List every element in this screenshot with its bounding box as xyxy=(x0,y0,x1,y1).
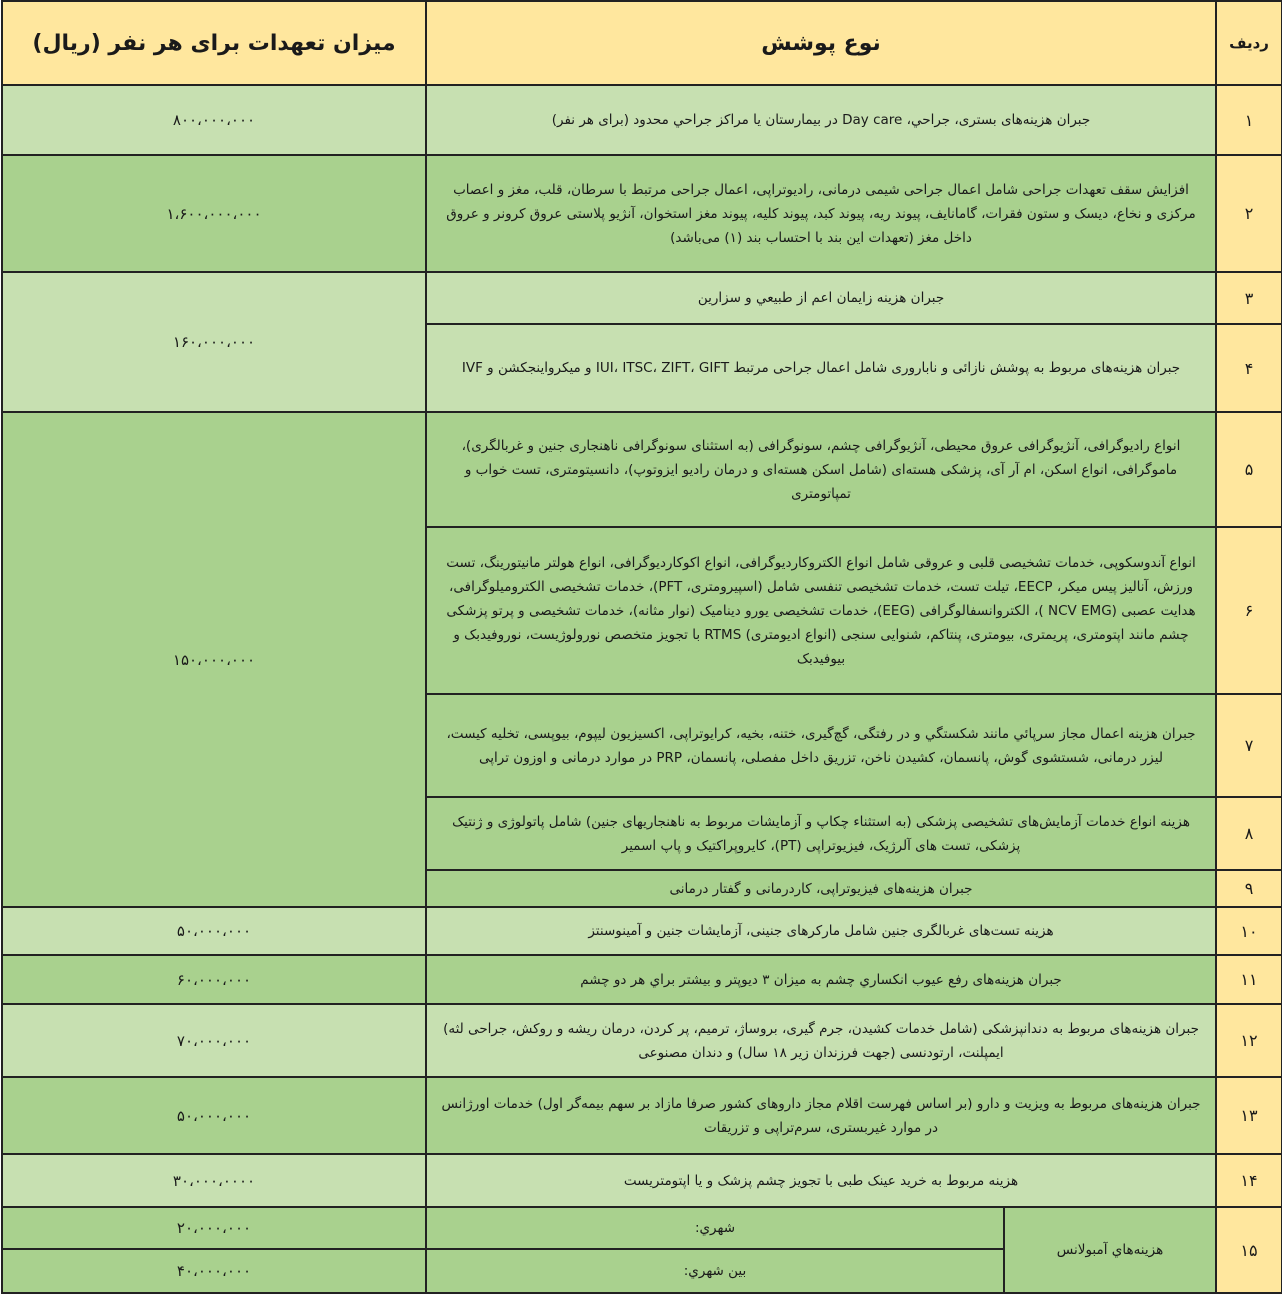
coverage-description: افزایش سقف تعهدات جراحی شامل اعمال جراحی شیمی درمانی، رادیوتراپی، اعمال جراحی مرتبط با سرطان، قلب، مغز و اعصاب مرکزی و نخاع، دیسک و ستون فقرات، گامانایف، پیوند ریه، پیوند کبد، پیوند کلیه، پیوند مغز استخوان، آنژیو پلاستی عروق کرونر و عروق داخل مغز (تعهدات این بند با احتساب بند (۱) می‌باشد) xyxy=(426,155,1216,272)
row-number: ۱ xyxy=(1216,85,1282,155)
ambulance-intercity-amount: ۴۰،۰۰۰،۰۰۰ xyxy=(2,1249,426,1293)
row-number: ۱۲ xyxy=(1216,1004,1282,1077)
table-row xyxy=(2,85,1282,155)
coverage-description: جبران هزینه‌های مربوط به دندانپزشکی (شامل خدمات کشیدن، جرم گیری، بروساژ، ترمیم، پر کردن، درمان ریشه و روکش، جراحی لثه) ایمپلنت، ارتودنسی (جهت فرزندان زیر ۱۸ سال) و دندان مصنوعی xyxy=(426,1004,1216,1077)
ambulance-urban-amount: ۲۰،۰۰۰،۰۰۰ xyxy=(2,1207,426,1249)
coverage-table xyxy=(1,0,1282,1294)
coverage-amount: ۳۰،۰۰۰،۰۰۰۰ xyxy=(2,1154,426,1207)
table-row xyxy=(2,272,1282,324)
table-row xyxy=(2,1004,1282,1077)
ambulance-urban-label: شهري: xyxy=(426,1207,1004,1249)
coverage-amount: ۷۰،۰۰۰،۰۰۰ xyxy=(2,1004,426,1077)
coverage-amount: ۱،۶۰۰،۰۰۰،۰۰۰ xyxy=(2,155,426,272)
coverage-amount: ۸۰۰،۰۰۰،۰۰۰ xyxy=(2,85,426,155)
coverage-description: جبران هزینه‌های رفع عیوب انکساري چشم به میزان ۳ دیوپتر و بیشتر براي هر دو چشم xyxy=(426,955,1216,1004)
row-number: ۹ xyxy=(1216,870,1282,907)
coverage-amount: ۶۰،۰۰۰،۰۰۰ xyxy=(2,955,426,1004)
header-row xyxy=(2,1,1282,85)
header-row-number: ردیف xyxy=(1216,1,1282,85)
table-row xyxy=(2,155,1282,272)
row-number: ۵ xyxy=(1216,412,1282,527)
row-number: ۱۰ xyxy=(1216,907,1282,955)
coverage-description: جبران هزینه اعمال مجاز سرپائي مانند شکستگي و در رفتگی، گچ‌گیری، ختنه، بخیه، کرایوتراپی، اکسیزیون لیپوم، بیوپسی، تخلیه کیست، لیزر درمانی، شستشوی گوش، پانسمان، کشیدن ناخن، تزریق داخل مفصلی، پانسمان، PRP در موارد درمانی و اوزون تراپی xyxy=(426,694,1216,797)
table-row xyxy=(2,1077,1282,1154)
coverage-description: جبران هزینه زایمان اعم از طبیعي و سزارین xyxy=(426,272,1216,324)
table-row xyxy=(2,1154,1282,1207)
table-row xyxy=(2,1207,1282,1249)
coverage-description: جبران هزینه‌های فیزیوتراپی، کاردرمانی و گفتار درمانی xyxy=(426,870,1216,907)
group-amount-5-9: ۱۵۰،۰۰۰،۰۰۰ xyxy=(2,412,426,907)
table-row xyxy=(2,907,1282,955)
group-amount-3-4: ۱۶۰،۰۰۰،۰۰۰ xyxy=(2,272,426,412)
row-number: ۲ xyxy=(1216,155,1282,272)
row-number: ۱۴ xyxy=(1216,1154,1282,1207)
coverage-description: جبران هزینه‌های بستری، جراحي، Day care در بیمارستان یا مراکز جراحي محدود (برای هر نفر) xyxy=(426,85,1216,155)
coverage-description: هزینه‌هاي آمبولانس xyxy=(1004,1207,1216,1293)
row-number: ۷ xyxy=(1216,694,1282,797)
header-coverage-type: نوع پوشش xyxy=(426,1,1216,85)
coverage-description: هزینه تست‌های غربالگری جنین شامل مارکرهای جنینی، آزمایشات جنین و آمینوسنتز xyxy=(426,907,1216,955)
header-amount: میزان تعهدات برای هر نفر (ریال) xyxy=(2,1,426,85)
row-number: ۶ xyxy=(1216,527,1282,694)
coverage-description: هزینه انواع خدمات آزمایش‌های تشخیصی پزشکی (به استثناء چکاپ و آزمایشات مربوط به ناهنجاريهای جنین) شامل پاتولوژی و ژنتیک پزشکی، تست های آلرژیک، فیزیوتراپی (PT)، کایروپراکتیک و پاپ اسمیر xyxy=(426,797,1216,870)
coverage-description: جبران هزینه‌های مربوط به پوشش نازائی و ناباروری شامل اعمال جراحی مرتبط IUI، ITSC، ZIFT، GIFT و میکرواینجکشن و IVF xyxy=(426,324,1216,412)
coverage-description: انواع آندوسکوپی، خدمات تشخیصی قلبی و عروقی شامل انواع الکتروکاردیوگرافی، انواع اکوکاردیوگرافی، انواع هولتر مانیتورینگ، تست ورزش، آنالیز پیس میکر، EECP، تیلت تست، خدمات تشخیصی تنفسی شامل (اسپیرومتری، PFT)، خدمات تشخیصی الکترومیلوگرافی، هدایت عصبی (NCV EMG )، الکتروانسفالوگرافی (EEG)، خدمات تشخیصی یورو دینامیک (نوار مثانه)، خدمات تشخیصی و پرتو پزشکی چشم مانند اپتومتری، پریمتری، بیومتری، پنتاکم، شنوایی سنجی (انواع ادیومتری) RTMS با تجویز متخصص نورولوژیست، نوروفیدبک و بیوفیدبک xyxy=(426,527,1216,694)
row-number: ۴ xyxy=(1216,324,1282,412)
row-number: ۳ xyxy=(1216,272,1282,324)
coverage-amount: ۵۰،۰۰۰،۰۰۰ xyxy=(2,907,426,955)
row-number: ۱۵ xyxy=(1216,1207,1282,1293)
coverage-description: هزینه مربوط به خرید عینک طبی با تجویز چشم پزشک و یا اپتومتریست xyxy=(426,1154,1216,1207)
row-number: ۱۱ xyxy=(1216,955,1282,1004)
coverage-amount: ۵۰،۰۰۰،۰۰۰ xyxy=(2,1077,426,1154)
table-row xyxy=(2,955,1282,1004)
row-number: ۸ xyxy=(1216,797,1282,870)
row-number: ۱۳ xyxy=(1216,1077,1282,1154)
coverage-description: جبران هزینه‌های مربوط به ویزیت و دارو (بر اساس فهرست اقلام مجاز داروهای کشور صرفا مازاد بر سهم بیمه‌گر اول) خدمات اورژانس در موارد غیربستری، سرم‌تراپی و تزریقات xyxy=(426,1077,1216,1154)
table-row xyxy=(2,412,1282,527)
coverage-description: انواع رادیوگرافی، آنژیوگرافی عروق محیطی، آنژیوگرافی چشم، سونوگرافی (به استثنای سونوگرافی ناهنجاری جنین و غربالگری)، ماموگرافی، انواع اسکن، ام آر آی، پزشکی هسته‌ای (شامل اسکن هسته‌ای و درمان رادیو ایزوتوپ)، دانسیتومتری، تست خواب و تمپاتومتری xyxy=(426,412,1216,527)
ambulance-intercity-label: بین شهري: xyxy=(426,1249,1004,1293)
